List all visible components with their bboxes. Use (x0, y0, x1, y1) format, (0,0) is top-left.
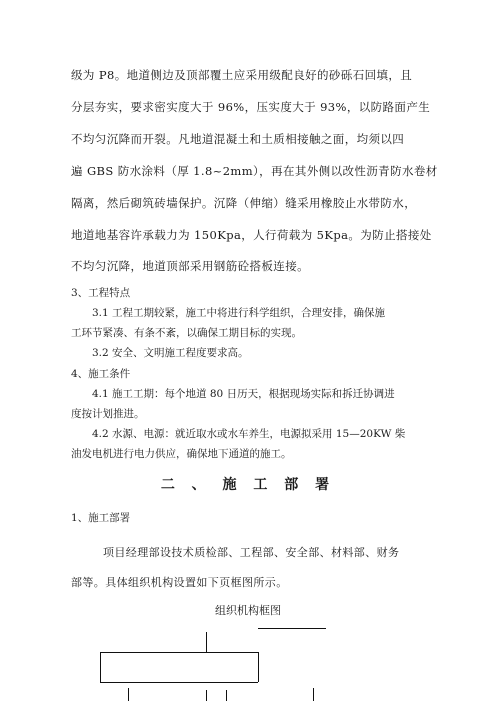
body-line: 工环节紧凑、有条不紊，以确保工期目标的实现。 (71, 327, 302, 339)
org-line (258, 628, 326, 629)
body-line: 4.1 施工工期：每个地道 80 日历天，根据现场实际和拆迁协调进 (92, 388, 395, 400)
org-line (258, 652, 259, 682)
body-line: 不均匀沉降而开裂。凡地道混凝土和土质相接触之面，均须以四 (71, 132, 405, 146)
body-line: 4.2 水源、电源：就近取水或水车养生，电源拟采用 15—20KW 柴 (92, 428, 406, 440)
body-line: 部等。具体组织机构设置如下页框图所示。 (71, 576, 288, 589)
body-line: 隔离，然后砌筑砖墙保护。沉降（伸缩）缝采用橡胶止水带防水， (71, 196, 417, 210)
body-line: 3.1 工程工期较紧，施工中将进行科学组织，合理安排，确保施 (92, 307, 386, 319)
section-heading: 1、施工部署 (71, 512, 131, 524)
body-line: 级为 P8。地道侧边及顶部覆土应采用级配良好的砂砾石回填，且 (71, 68, 413, 82)
chapter-title: 二 、 施 工 部 署 (160, 477, 336, 493)
body-line: 地道地基容许承载力为 150Kpa，人行荷载为 5Kpa。为防止搭接处 (71, 228, 432, 242)
section-heading: 3、工程特点 (71, 287, 131, 299)
org-line (128, 688, 129, 701)
org-line (100, 652, 258, 653)
body-line: 度按计划推进。 (71, 408, 145, 420)
body-line: 遍 GBS 防水涂料（厚 1.8~2mm），再在其外侧以改性沥青防水卷材 (71, 164, 438, 178)
body-line: 油发电机进行电力供应，确保地下通道的施工。 (71, 448, 292, 460)
section-heading: 4、施工条件 (71, 368, 131, 380)
org-line (206, 632, 207, 652)
org-chart-caption: 组织机构框图 (215, 604, 281, 617)
body-line: 项目经理部设技术质检部、工程部、安全部、材料部、财务 (103, 546, 400, 559)
body-line: 3.2 安全、文明施工程度要求高。 (92, 347, 249, 359)
body-line: 不均匀沉降，地道顶部采用钢筋砼搭板连接。 (71, 259, 309, 273)
org-line (100, 682, 258, 683)
org-line (313, 688, 314, 701)
org-line (226, 690, 227, 701)
org-line (100, 652, 101, 682)
org-line (206, 690, 207, 701)
body-line: 分层夯实，要求密实度大于 96%，压实度大于 93%，以防路面产生 (71, 100, 431, 114)
